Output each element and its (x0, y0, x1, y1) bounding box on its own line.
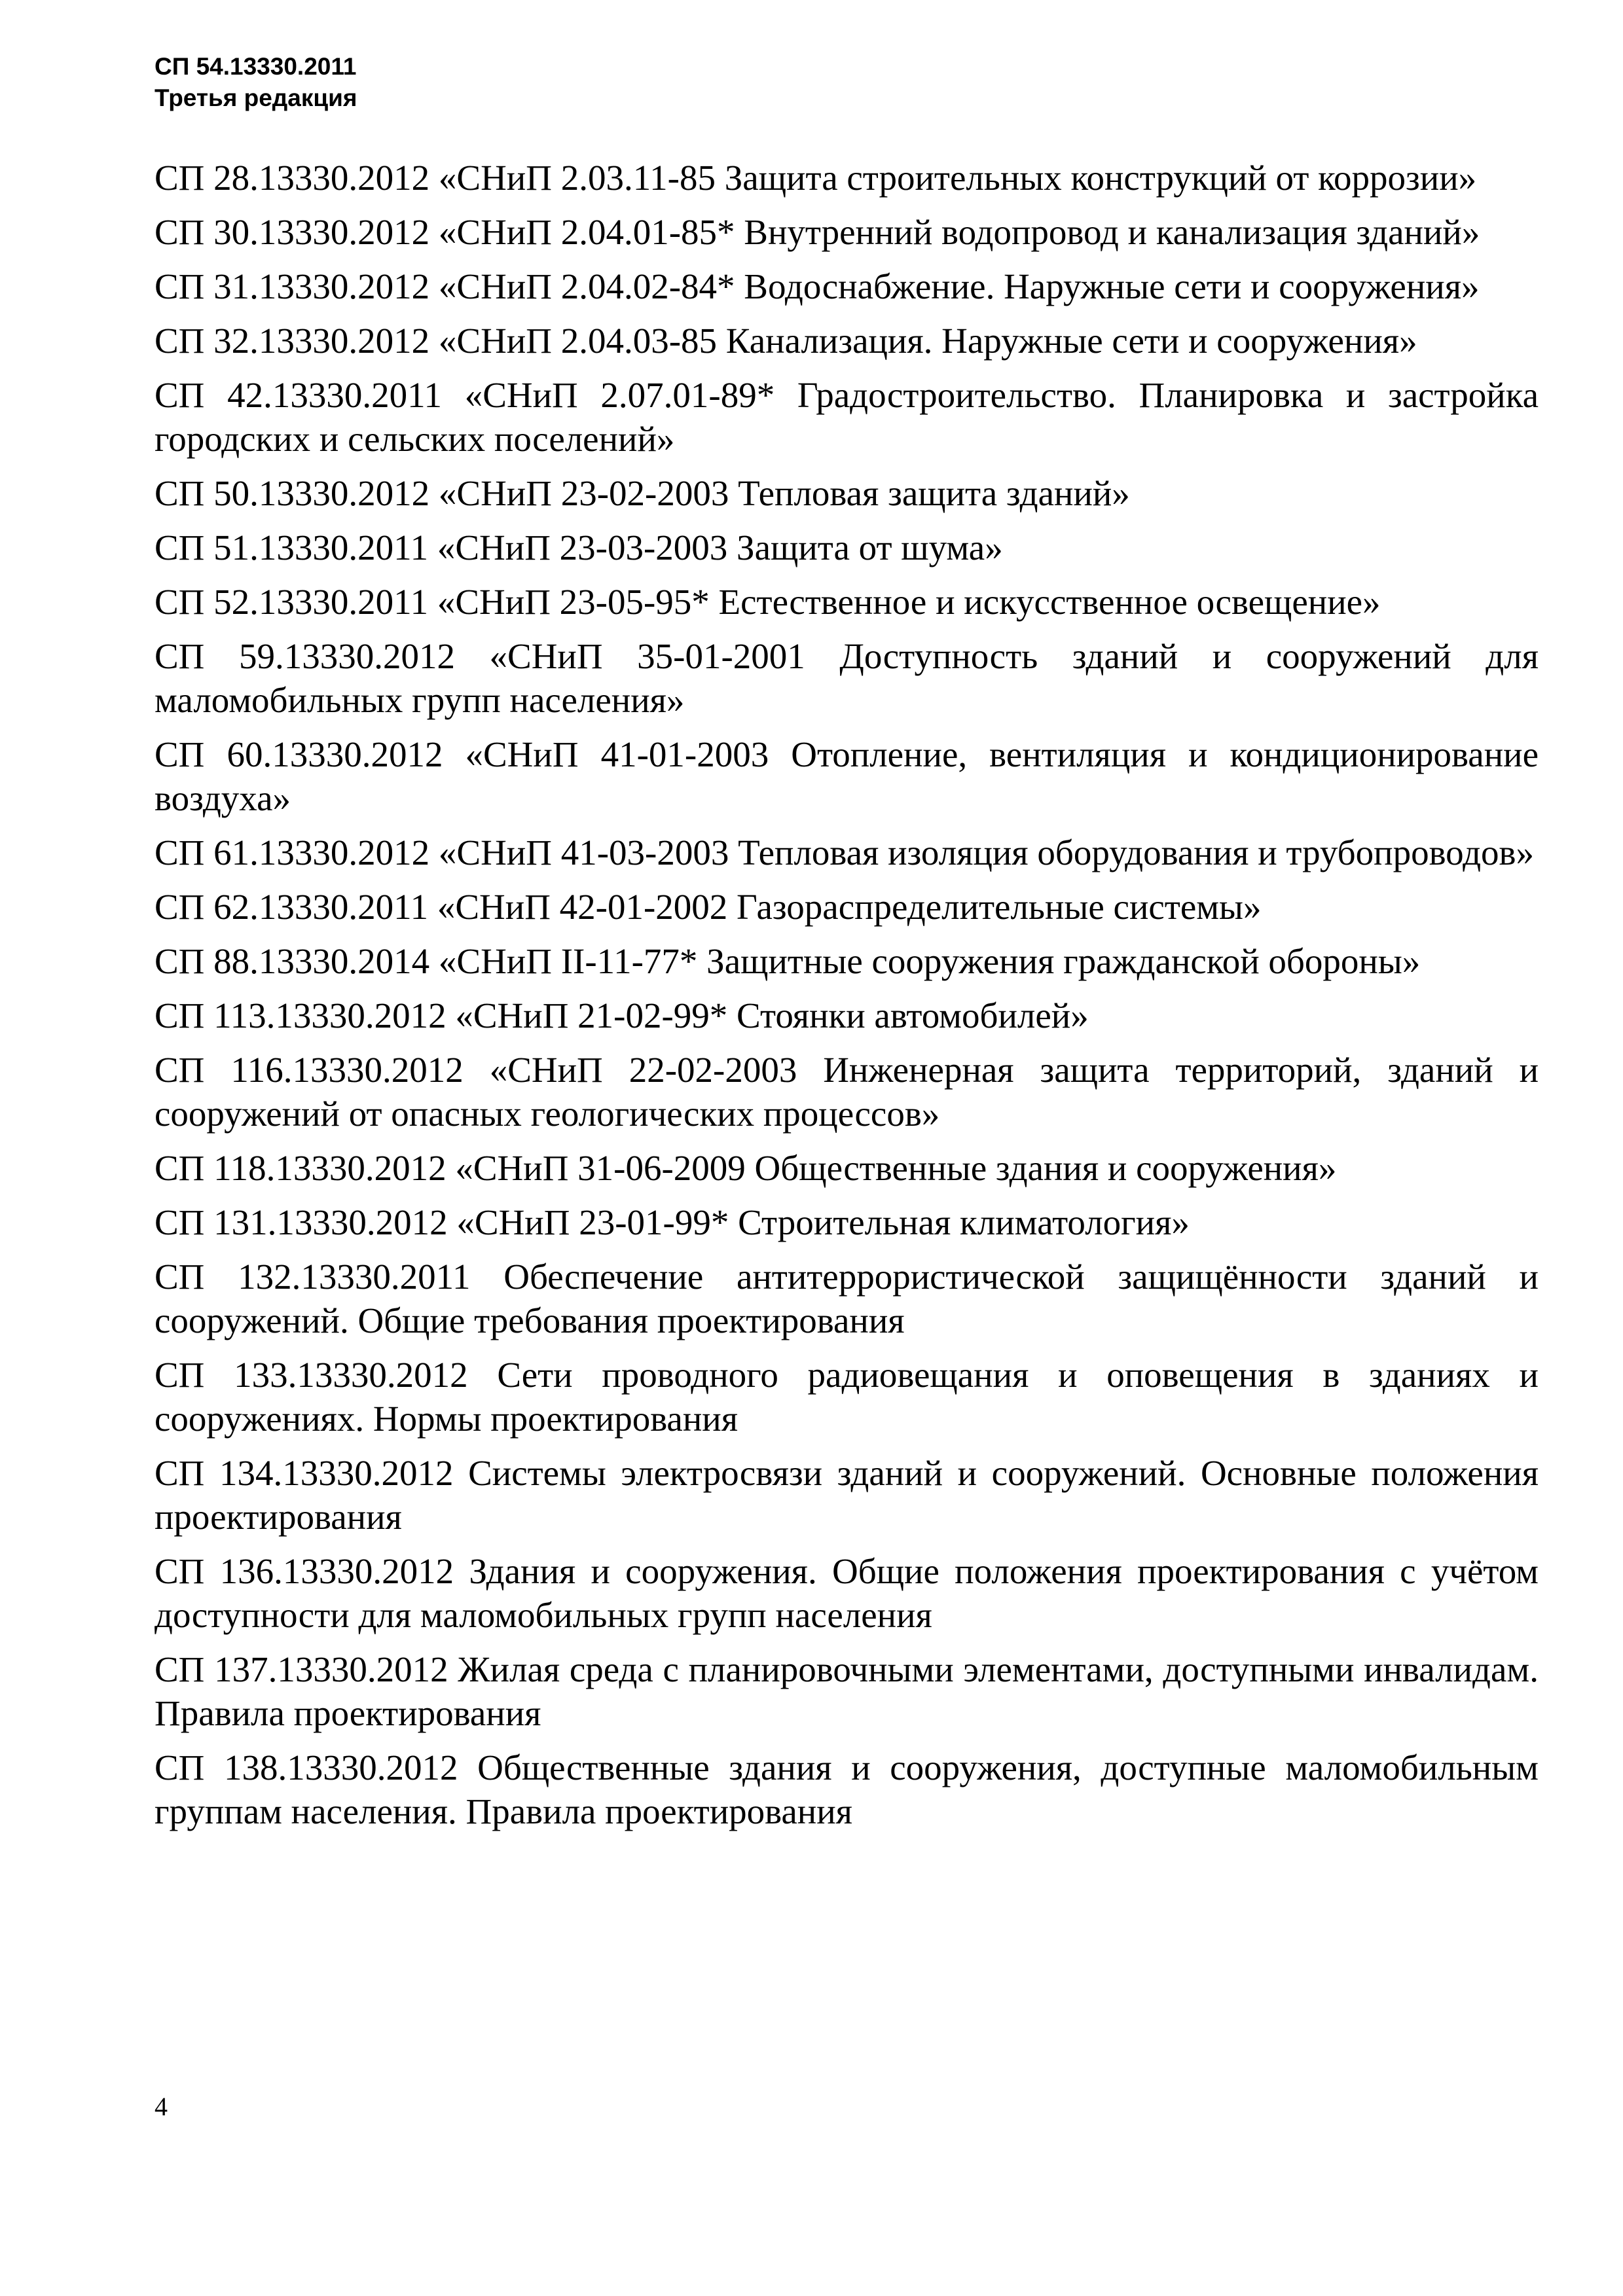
reference-item: СП 32.13330.2012 «СНиП 2.04.03-85 Канализация. Наружные сети и сооружения» (155, 321, 1417, 361)
reference-item: СП 131.13330.2012 «СНиП 23-01-99* Строительная климатология» (155, 1202, 1190, 1242)
reference-item: СП 134.13330.2012 Системы электросвязи зданий и сооружений. Основные положения проектирования (155, 1453, 1539, 1537)
reference-item: СП 50.13330.2012 «СНиП 23-02-2003 Тепловая защита зданий» (155, 473, 1130, 513)
reference-item: СП 51.13330.2011 «СНиП 23-03-2003 Защита от шума» (155, 528, 1003, 567)
reference-list (155, 156, 1539, 1844)
reference-item: СП 118.13330.2012 «СНиП 31-06-2009 Общественные здания и сооружения» (155, 1148, 1337, 1188)
document-header (155, 51, 357, 114)
reference-item: СП 132.13330.2011 Обеспечение антитеррористической защищённости зданий и сооружений. Общие требования проектирования (155, 1257, 1539, 1340)
reference-item: СП 59.13330.2012 «СНиП 35-01-2001 Доступность зданий и сооружений для маломобильных групп населения» (155, 636, 1539, 720)
reference-item: СП 52.13330.2011 «СНиП 23-05-95* Естественное и искусственное освещение» (155, 582, 1381, 622)
reference-item: СП 137.13330.2012 Жилая среда с планировочными элементами, доступными инвалидам. Правила проектирования (155, 1649, 1539, 1733)
document-code: СП 54.13330.2011 (155, 53, 357, 80)
reference-item: СП 42.13330.2011 «СНиП 2.07.01-89* Градостроительство. Планировка и застройка городских и сельских поселений» (155, 375, 1539, 459)
document-edition: Третья редакция (155, 84, 357, 111)
reference-item: СП 62.13330.2011 «СНиП 42-01-2002 Газораспределительные системы» (155, 887, 1262, 927)
reference-item: СП 88.13330.2014 «СНиП II-11-77* Защитные сооружения гражданской обороны» (155, 941, 1421, 981)
page-number: 4 (155, 2092, 168, 2121)
reference-item: СП 133.13330.2012 Сети проводного радиовещания и оповещения в зданиях и сооружениях. Нормы проектирования (155, 1355, 1539, 1439)
reference-item: СП 30.13330.2012 «СНиП 2.04.01-85* Внутренний водопровод и канализация зданий» (155, 212, 1480, 252)
reference-item: СП 28.13330.2012 «СНиП 2.03.11-85 Защита строительных конструкций от коррозии» (155, 158, 1477, 198)
reference-item: СП 116.13330.2012 «СНиП 22-02-2003 Инженерная защита территорий, зданий и сооружений от опасных геологических процессов» (155, 1050, 1539, 1134)
reference-item: СП 138.13330.2012 Общественные здания и сооружения, доступные маломобильным группам населения. Правила проектирования (155, 1748, 1539, 1831)
reference-item: СП 61.13330.2012 «СНиП 41-03-2003 Тепловая изоляция оборудования и трубопроводов» (155, 833, 1535, 872)
reference-item: СП 136.13330.2012 Здания и сооружения. Общие положения проектирования с учётом доступности для маломобильных групп населения (155, 1551, 1539, 1635)
reference-item: СП 60.13330.2012 «СНиП 41-01-2003 Отопление, вентиляция и кондиционирование воздуха» (155, 734, 1539, 818)
reference-item: СП 113.13330.2012 «СНиП 21-02-99* Стоянки автомобилей» (155, 996, 1089, 1035)
reference-item: СП 31.13330.2012 «СНиП 2.04.02-84* Водоснабжение. Наружные сети и сооружения» (155, 266, 1480, 306)
